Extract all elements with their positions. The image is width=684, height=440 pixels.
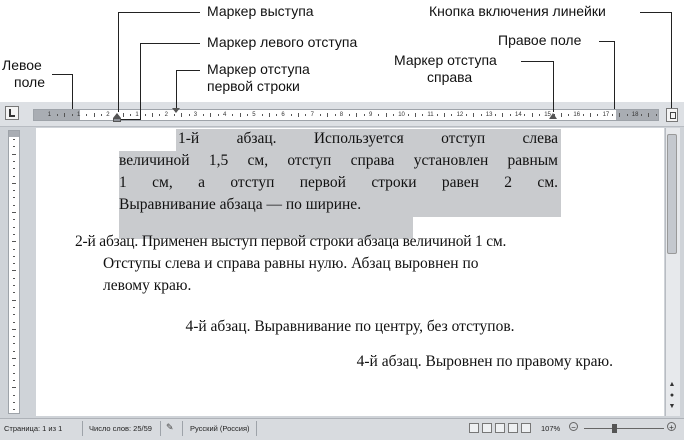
ruler-tick xyxy=(13,292,15,293)
prev-page-icon[interactable]: ▲ xyxy=(668,381,676,388)
ruler-tick xyxy=(13,380,15,381)
right-indent-marker[interactable] xyxy=(549,113,557,119)
print-layout-view-icon[interactable] xyxy=(469,423,479,433)
ruler-number: 4 xyxy=(223,112,227,118)
ruler-number: 2 xyxy=(164,112,168,118)
ruler-number: 13 xyxy=(485,112,493,118)
ruler-tick xyxy=(13,343,15,344)
ruler-tick xyxy=(13,322,15,323)
ruler-tick xyxy=(13,314,15,315)
ruler-tick xyxy=(13,365,15,366)
paragraph-1-line-1[interactable]: 1-й абзац. Используется отступ слева xyxy=(178,130,558,147)
ruler-tick xyxy=(159,114,160,116)
ruler-toggle-button[interactable] xyxy=(666,108,678,122)
ruler-tick xyxy=(189,114,190,116)
callout-right-indent-marker-2: справа xyxy=(427,69,473,85)
ruler-tick xyxy=(64,113,65,117)
ruler-tick xyxy=(561,113,562,117)
ruler-tick xyxy=(539,114,540,116)
ruler-tick xyxy=(13,256,15,257)
ruler-tick xyxy=(13,161,15,162)
ruler-tick xyxy=(13,278,15,279)
ruler-tick xyxy=(181,113,182,117)
ruler-tick xyxy=(627,114,628,116)
leader-line xyxy=(671,12,672,108)
ruler-tick xyxy=(72,114,73,116)
ruler-tick xyxy=(13,197,15,198)
ruler-tick xyxy=(13,205,15,206)
ruler-tick xyxy=(94,113,95,117)
top-margin-area xyxy=(9,131,19,137)
ruler-tick xyxy=(210,113,211,117)
paragraph-1-line-2[interactable]: величиной 1,5 см, отступ справа установлен равным xyxy=(119,152,558,169)
ruler-tick xyxy=(356,113,357,117)
ruler-tick xyxy=(422,114,423,116)
ruler-tick xyxy=(568,114,569,116)
ruler-tick xyxy=(473,113,474,117)
ruler-number: 6 xyxy=(281,112,285,118)
ruler-tick xyxy=(444,113,445,117)
leader-line xyxy=(614,41,615,109)
leader-line xyxy=(176,70,177,108)
ruler-tick xyxy=(262,114,263,116)
callout-left-indent-marker: Маркер левого отступа xyxy=(207,34,358,50)
ruler-tick xyxy=(13,395,15,396)
ruler-number: 18 xyxy=(631,112,639,118)
ruler-tick xyxy=(240,113,241,117)
ruler-tick xyxy=(656,114,657,116)
ruler-tick xyxy=(298,113,299,117)
leader-line xyxy=(72,74,73,109)
paragraph-3[interactable]: 4-й абзац. Выравнивание по центру, без отступов. xyxy=(185,318,515,335)
ruler-tick xyxy=(145,114,146,116)
full-screen-view-icon[interactable] xyxy=(482,423,492,433)
web-layout-view-icon[interactable] xyxy=(495,423,505,433)
paragraph-2-line-3[interactable]: левому краю. xyxy=(103,277,192,294)
ruler-tick xyxy=(466,114,467,116)
ruler-tick xyxy=(335,114,336,116)
leader-line xyxy=(118,12,200,13)
ruler-tick xyxy=(12,329,16,330)
paragraph-4[interactable]: 4-й абзац. Выровнен по правому краю. xyxy=(356,353,613,370)
ruler-tick xyxy=(641,114,642,116)
ruler-tick xyxy=(13,190,15,191)
ruler-tick xyxy=(349,114,350,116)
ruler-number: 9 xyxy=(369,112,373,118)
ruler-tick xyxy=(13,234,15,235)
leader-line xyxy=(553,61,554,112)
callout-left-margin: Левое xyxy=(2,57,42,73)
leader-line xyxy=(140,43,141,119)
ruler-tick xyxy=(57,114,58,116)
scrollbar-thumb[interactable] xyxy=(667,134,677,254)
callout-first-line-marker: Маркер отступа xyxy=(207,61,310,77)
ruler-tick xyxy=(495,114,496,116)
draft-view-icon[interactable] xyxy=(521,423,531,433)
zoom-slider[interactable] xyxy=(584,428,664,429)
ruler-tick xyxy=(13,307,15,308)
ruler-tick xyxy=(590,113,591,117)
callout-hanging-marker: Маркер выступа xyxy=(207,3,314,19)
ruler-tick xyxy=(12,212,16,213)
left-indent-marker[interactable] xyxy=(113,118,121,122)
ruler-tick xyxy=(510,114,511,116)
vertical-ruler[interactable] xyxy=(8,130,20,414)
ruler-tick xyxy=(276,114,277,116)
ruler-tick xyxy=(232,114,233,116)
status-separator xyxy=(256,421,257,436)
paragraph-2-line-1[interactable]: 2-й абзац. Применен выступ первой строки абзаца величиной 1 см. xyxy=(75,233,507,250)
ruler-tick xyxy=(481,114,482,116)
ruler-tick xyxy=(12,300,16,301)
ruler-tick xyxy=(13,219,15,220)
ruler-tick xyxy=(86,114,87,116)
spellcheck-icon[interactable]: ✎ xyxy=(166,422,174,432)
ruler-tick xyxy=(415,113,416,117)
leader-line xyxy=(140,43,200,44)
ruler-number: 17 xyxy=(602,112,610,118)
ruler-number: 1 xyxy=(77,112,81,118)
ruler-tick xyxy=(12,270,16,271)
ruler-tick xyxy=(218,114,219,116)
leader-line xyxy=(118,12,119,112)
zoom-in-icon[interactable]: + xyxy=(667,422,676,431)
ruler-tick xyxy=(13,263,15,264)
ruler-tick xyxy=(13,285,15,286)
callout-right-margin: Правое поле xyxy=(498,32,582,48)
ruler-tick xyxy=(123,113,124,117)
ruler-tick xyxy=(364,114,365,116)
status-separator xyxy=(160,421,161,436)
ruler-tick xyxy=(13,351,15,352)
ruler-number: 7 xyxy=(310,112,314,118)
ruler-tick xyxy=(583,114,584,116)
ruler-tick xyxy=(451,114,452,116)
leader-line xyxy=(121,119,141,120)
status-separator xyxy=(82,421,83,436)
ruler-number: 12 xyxy=(456,112,464,118)
ruler-number: 1 xyxy=(47,112,52,118)
ruler-tick xyxy=(12,154,16,155)
ruler-tick xyxy=(502,113,503,117)
ruler-tick xyxy=(13,176,15,177)
ruler-tick xyxy=(393,114,394,116)
browse-object-icon[interactable]: ● xyxy=(669,392,675,399)
ruler-tick xyxy=(13,168,15,169)
ruler-tick xyxy=(327,113,328,117)
ruler-tick xyxy=(13,139,15,140)
callout-left-margin-2: поле xyxy=(14,74,46,90)
zoom-slider-thumb[interactable] xyxy=(612,424,617,433)
ruler-tick xyxy=(291,114,292,116)
ruler-tick xyxy=(12,183,16,184)
ruler-tick xyxy=(597,114,598,116)
status-word-count[interactable]: Число слов: 25/59 xyxy=(89,424,152,433)
ruler-number: 2 xyxy=(106,112,110,118)
ruler-tick xyxy=(174,114,175,116)
ruler-tick xyxy=(619,113,620,117)
ruler-tick xyxy=(612,114,613,116)
tab-selector-button[interactable] xyxy=(5,106,19,120)
ruler-tick xyxy=(101,114,102,116)
ruler-tick xyxy=(320,114,321,116)
callout-first-line-marker-2: первой строки xyxy=(207,78,300,94)
ruler-number: 11 xyxy=(427,112,434,118)
ruler-number: 15 xyxy=(544,112,551,118)
ruler-tick xyxy=(13,249,15,250)
outline-view-icon[interactable] xyxy=(508,423,518,433)
status-page[interactable]: Страница: 1 из 1 xyxy=(4,424,63,433)
ruler-number: 5 xyxy=(252,112,256,118)
ruler-tick xyxy=(12,241,16,242)
ruler-tick xyxy=(247,114,248,116)
ruler-number: 10 xyxy=(398,112,405,118)
leader-line xyxy=(176,70,200,71)
ruler-tick xyxy=(408,114,409,116)
paragraph-1-line-3[interactable]: 1 см, а отступ первой строки равен 2 см. xyxy=(119,174,558,191)
ruler-tick xyxy=(437,114,438,116)
zoom-level[interactable]: 107% xyxy=(541,424,561,433)
ruler-number: 16 xyxy=(573,112,581,118)
next-page-icon[interactable]: ▼ xyxy=(668,403,676,410)
ruler-tick xyxy=(524,114,525,116)
ruler-tick xyxy=(130,114,131,116)
ruler-tick xyxy=(12,387,16,388)
ruler-tick xyxy=(203,114,204,116)
ruler-number: 1 xyxy=(135,112,139,118)
callout-right-indent-marker: Маркер отступа xyxy=(394,52,497,68)
ruler-number: 14 xyxy=(515,112,522,118)
callout-ruler-button: Кнопка включения линейки xyxy=(429,3,606,19)
ruler-tick xyxy=(532,113,533,117)
ruler-tick xyxy=(13,227,15,228)
ruler-tick xyxy=(13,336,15,337)
zoom-out-icon[interactable]: − xyxy=(569,422,578,431)
status-separator xyxy=(182,421,183,436)
ruler-tick xyxy=(12,358,16,359)
ruler-tick xyxy=(378,114,379,116)
ruler-number: 8 xyxy=(339,112,344,118)
leader-line xyxy=(521,61,554,62)
ruler-tick xyxy=(269,113,270,117)
ruler-tick xyxy=(13,146,15,147)
ruler-tick xyxy=(305,114,306,116)
paragraph-1-line-4[interactable]: Выравнивание абзаца — по ширине. xyxy=(119,196,362,213)
first-line-indent-marker[interactable] xyxy=(172,108,180,113)
leader-line xyxy=(640,12,672,13)
ruler-tick xyxy=(648,113,649,117)
ruler-tick xyxy=(13,402,15,403)
paragraph-2-line-2[interactable]: Отступы слева и справа равны нулю. Абзац выровнен по xyxy=(103,255,479,272)
ruler-number: 3 xyxy=(193,112,198,118)
status-language[interactable]: Русский (Россия) xyxy=(190,424,250,433)
ruler-tick xyxy=(152,113,153,117)
ruler-tick xyxy=(13,373,15,374)
leader-line xyxy=(52,74,73,75)
ruler-tick xyxy=(13,409,15,410)
ruler-tick xyxy=(386,113,387,117)
leader-line xyxy=(599,41,615,42)
